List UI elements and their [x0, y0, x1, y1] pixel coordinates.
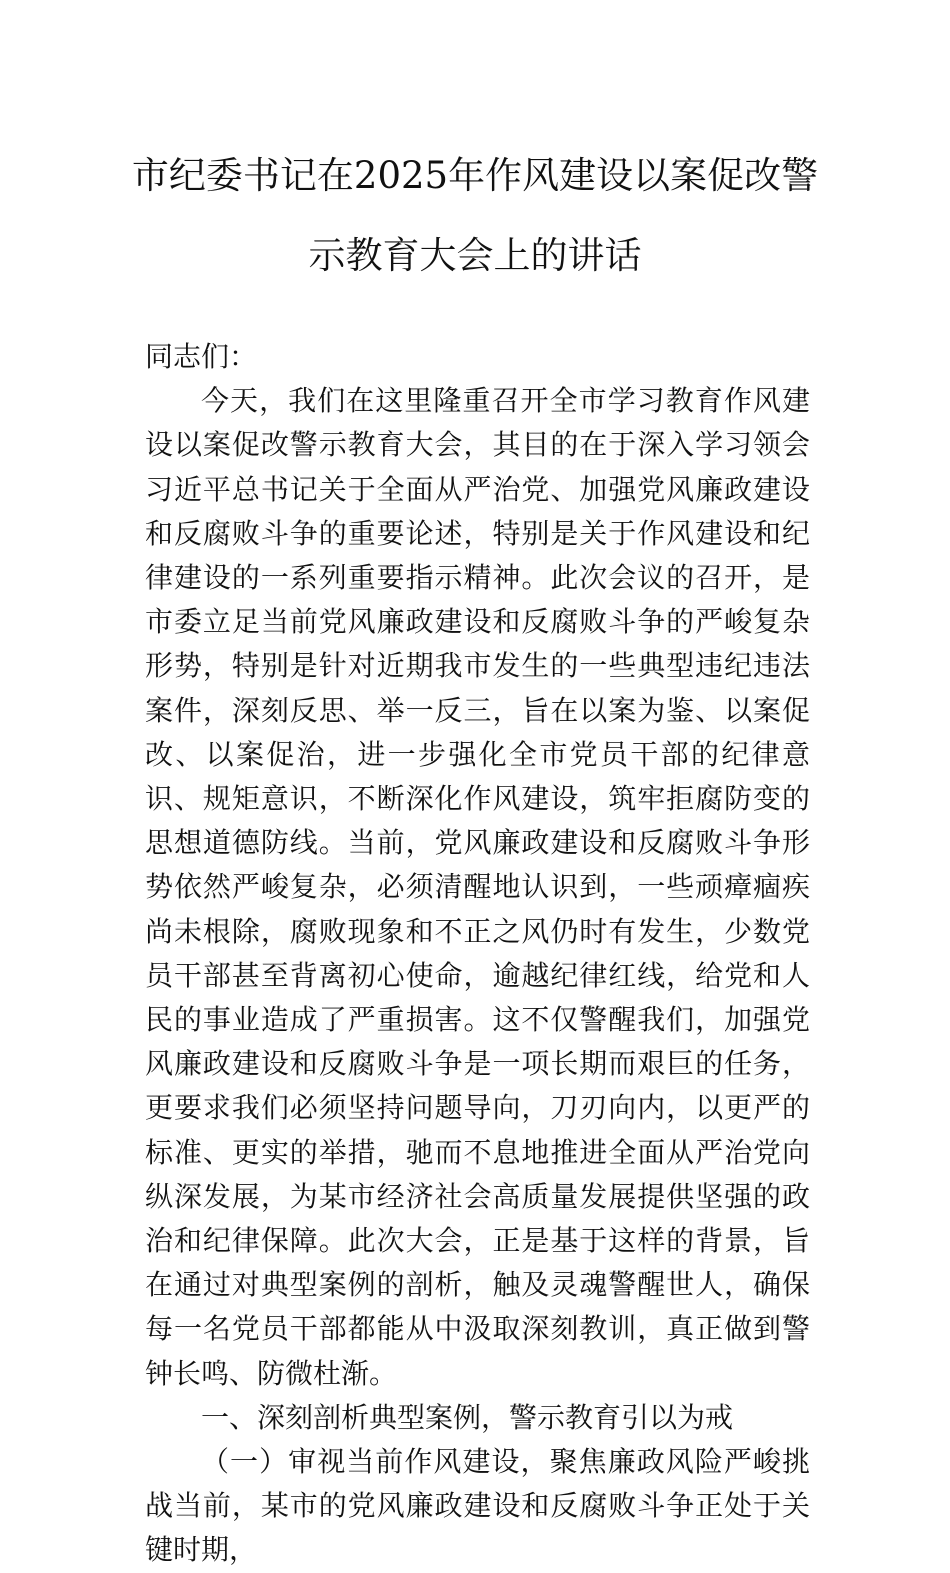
subsection-paragraph-1: （一）审视当前作风建设，聚焦廉政风险严峻挑战当前，某市的党风廉政建设和反腐败斗争正处于关键时期， [145, 1445, 810, 1567]
paragraph-1: 今天，我们在这里隆重召开全市学习教育作风建设以案促改警示教育大会，其目的在于深入学习领会习近平总书记关于全面从严治党、加强党风廉政建设和反腐败斗争的重要论述，特别是关于作风建设和纪律建设的一系列重要指示精神。此次会议的召开，是市委立足当前党风廉政建设和反腐败斗争的严峻复杂形势，特别是针对近期我市发生的一些典型违纪违法案件，深刻反思、举一反三，旨在以案为鉴、以案促改、以案促治，进一步强化全市党员干部的纪律意识、规矩意识，不断深化作风建设，筑牢拒腐防变的思想道德防线。当前，党风廉政建设和反腐败斗争形势依然严峻复杂，必须清醒地认识到，一些顽瘴痼疾尚未根除，腐败现象和不正之风仍时有发生，少数党员干部甚至背离初心使命，逾越纪律红线，给党和人民的事业造成了严重损害。这不仅警醒我们，加强党风廉政建设和反腐败斗争是一项长期而艰巨的任务，更要求我们必须坚持问题导向，刀刃向内，以更严的标准、更实的举措，驰而不息地推进全面从严治党向纵深发展，为某市经济社会高质量发展提供坚强的政治和纪律保障。此次大会，正是基于这样的背景，旨在通过对典型案例的剖析，触及灵魂警醒世人，确保每一名党员干部都能从中汲取深刻教训，真正做到警钟长鸣、防微杜渐。 [145, 384, 810, 1390]
section-heading-1: 一、深刻剖析典型案例，警示教育引以为戒 [201, 1400, 734, 1434]
document-title-line-1: 市纪委书记在2025年作风建设以案促改警 [131, 154, 819, 197]
salutation: 同志们： [145, 340, 258, 373]
document-title-line-2: 示教育大会上的讲话 [308, 234, 642, 277]
document-body [145, 335, 810, 1573]
